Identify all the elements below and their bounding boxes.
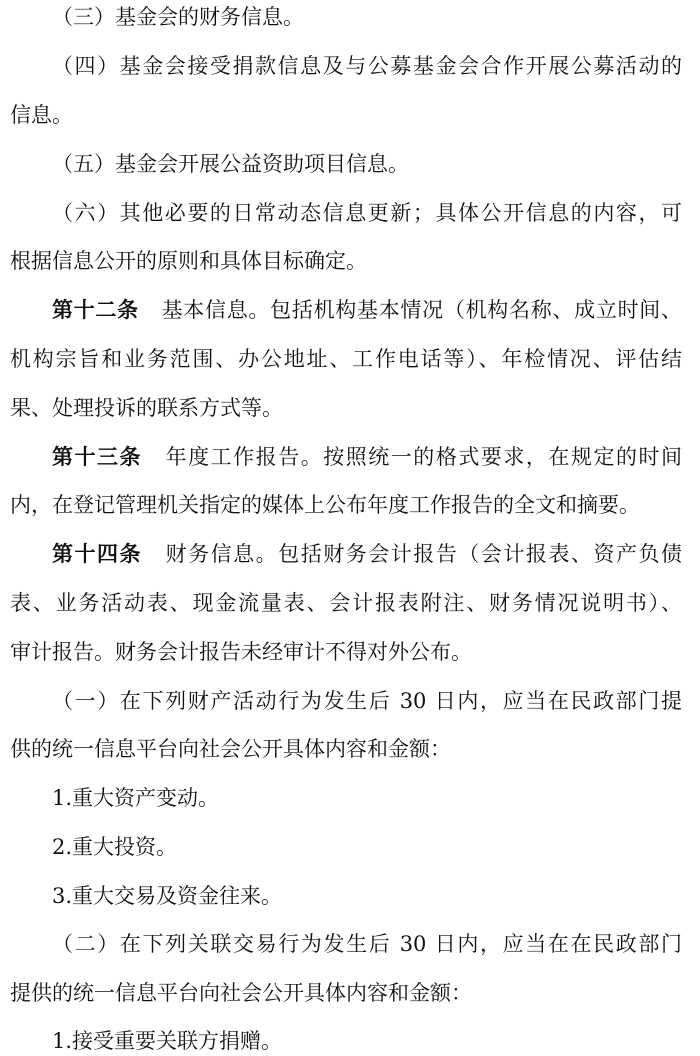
paragraph-text: 财务信息。包括财务会计报告（会计报表、资产负债 xyxy=(164,542,682,566)
article-first-line xyxy=(10,295,682,325)
paragraph-text: 基本信息。包括机构基本情况（机构名称、成立时间、 xyxy=(160,298,682,322)
paragraph-line: （四）基金会接受捐款信息及与公募基金会合作开展公募活动的 xyxy=(52,54,682,78)
article-first-line xyxy=(10,442,682,472)
paragraph-line: 信息。 xyxy=(10,103,73,127)
article-title: 第十四条 xyxy=(52,542,143,566)
paragraph-line: 提供的统一信息平台向社会公开具体内容和金额： xyxy=(10,981,472,1005)
paragraph-line: （二）在下列关联交易行为发生后 30 日内，应当在在民政部门 xyxy=(52,932,682,956)
paragraph-line: 表、业务活动表、现金流量表、会计报表附注、财务情况说明书）、 xyxy=(10,591,682,615)
list-item: 1.接受重要关联方捐赠。 xyxy=(52,1029,283,1053)
paragraph-line: 内，在登记管理机关指定的媒体上公布年度工作报告的全文和摘要。 xyxy=(10,493,640,517)
paragraph-line: 根据信息公开的原则和具体目标确定。 xyxy=(10,249,367,273)
paragraph-line: （一）在下列财产活动行为发生后 30 日内，应当在民政部门提 xyxy=(52,689,682,713)
article-first-line xyxy=(10,539,682,569)
paragraph-line: 审计报告。财务会计报告未经审计不得对外公布。 xyxy=(10,640,472,664)
paragraph-text: 年度工作报告。按照统一的格式要求，在规定的时间 xyxy=(164,445,682,469)
list-item: 1.重大资产变动。 xyxy=(52,786,220,810)
paragraph-line: 果、处理投诉的联系方式等。 xyxy=(10,396,283,420)
article-title: 第十三条 xyxy=(52,445,143,469)
article-title: 第十二条 xyxy=(52,298,139,322)
list-item: 3.重大交易及资金往来。 xyxy=(52,884,283,908)
paragraph-line: 机构宗旨和业务范围、办公地址、工作电话等）、年检情况、评估结 xyxy=(10,347,682,371)
paragraph-line: （六）其他必要的日常动态信息更新；具体公开信息的内容，可 xyxy=(52,201,682,225)
paragraph-line: 供的统一信息平台向社会公开具体内容和金额： xyxy=(10,737,451,761)
paragraph-line: （五）基金会开展公益资助项目信息。 xyxy=(52,152,409,176)
list-item: 2.重大投资。 xyxy=(52,835,178,859)
paragraph-line: （三）基金会的财务信息。 xyxy=(52,5,304,29)
